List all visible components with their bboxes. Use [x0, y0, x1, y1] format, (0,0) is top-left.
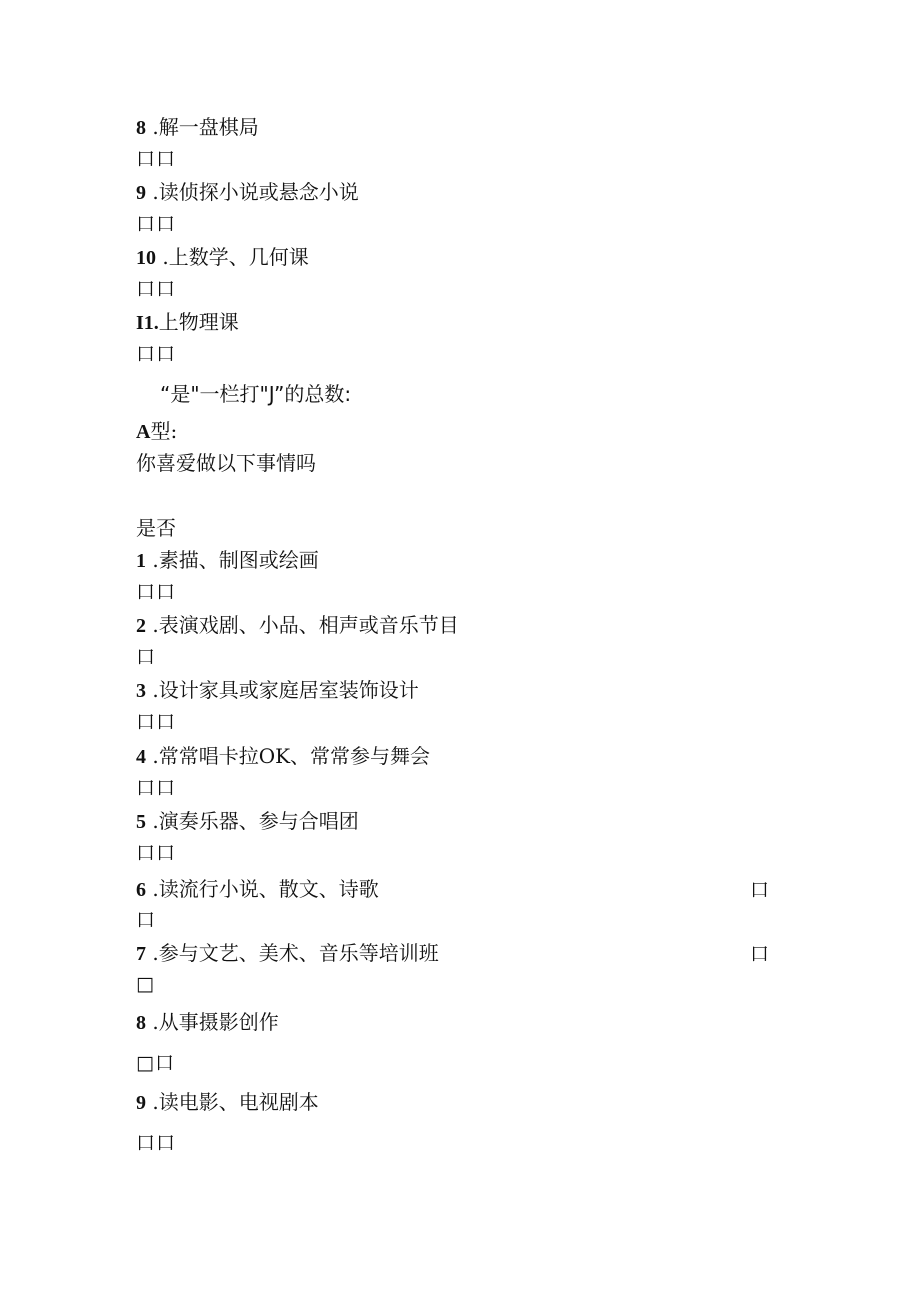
item-separator: . [146, 877, 159, 901]
item-text: 读侦探小说或悬念小说 [158, 180, 359, 204]
item-text: 参与文艺、美术、音乐等培训班 [158, 941, 439, 965]
question-item [136, 115, 259, 140]
item-number: 8 [136, 1012, 146, 1034]
item-text: 上数学、几何课 [168, 245, 309, 269]
item-text: 表演戏剧、小品、相声或音乐节目 [158, 613, 459, 637]
answer-checkboxes[interactable]: 口 [136, 646, 157, 668]
item-separator: . [146, 941, 159, 965]
question-item [136, 613, 459, 638]
answer-checkboxes[interactable]: 口口 [136, 148, 177, 170]
item-text: 读电影、电视剧本 [158, 1090, 319, 1114]
question-item [136, 310, 239, 335]
item-separator: . [146, 613, 159, 637]
item-separator: . [146, 115, 159, 139]
answer-checkboxes[interactable]: 口口 [136, 777, 177, 799]
question-item [136, 245, 309, 270]
question-item [136, 877, 379, 902]
item-number: 8 [136, 117, 146, 139]
item-number: 9 [136, 182, 146, 204]
question-item [136, 809, 359, 834]
type-label [136, 419, 177, 444]
item-number: 7 [136, 943, 146, 965]
item-separator: . [146, 809, 159, 833]
answer-checkboxes[interactable]: 口 [136, 909, 157, 931]
yes-no-header: 是否 [136, 516, 176, 540]
type-suffix: 型: [150, 419, 178, 443]
answer-checkboxes[interactable]: 口口 [136, 711, 177, 733]
item-text: 解一盘棋局 [158, 115, 259, 139]
item-text: 素描、制图或绘画 [158, 548, 319, 572]
question-item [136, 1010, 279, 1035]
item-number: 4 [136, 746, 146, 768]
answer-checkboxes[interactable]: 口口 [136, 343, 177, 365]
question-item [136, 180, 359, 205]
answer-checkboxes[interactable]: 口口 [136, 1132, 177, 1154]
item-number: 5 [136, 811, 146, 833]
item-number: 1 [136, 550, 146, 572]
item-separator: . [156, 245, 169, 269]
question-item [136, 678, 419, 703]
item-text: 上物理课 [158, 310, 239, 334]
item-separator: . [146, 1010, 159, 1034]
total-count-label: “是"一栏打"J”的总数: [160, 382, 352, 406]
answer-checkboxes[interactable]: □口 [136, 1052, 175, 1074]
question-item [136, 548, 319, 573]
item-number: I1. [136, 312, 159, 334]
answer-checkboxes[interactable]: 口口 [136, 842, 177, 864]
item-separator: . [146, 180, 159, 204]
item-separator: . [146, 548, 159, 572]
item-number: 10 [136, 247, 156, 269]
item-number: 3 [136, 680, 146, 702]
answer-checkbox-right[interactable]: 口 [750, 879, 770, 901]
item-separator: . [146, 1090, 159, 1114]
item-text: 读流行小说、散文、诗歌 [158, 877, 379, 901]
type-letter: A [136, 421, 151, 443]
question-item [136, 744, 430, 769]
answer-checkbox-right[interactable]: 口 [750, 943, 770, 965]
answer-checkboxes[interactable]: 口口 [136, 581, 177, 603]
item-text: 常常唱卡拉OK、常常参与舞会 [158, 744, 431, 768]
item-text: 设计家具或家庭居室装饰设计 [158, 678, 419, 702]
item-separator: . [146, 678, 159, 702]
item-text: 从事摄影创作 [158, 1010, 279, 1034]
item-text: 演奏乐器、参与合唱团 [158, 809, 359, 833]
item-number: 2 [136, 615, 146, 637]
answer-checkboxes[interactable]: 口口 [136, 278, 177, 300]
item-number: 6 [136, 879, 146, 901]
item-number: 9 [136, 1092, 146, 1114]
question-item [136, 1090, 319, 1115]
question-item [136, 941, 439, 966]
section-question: 你喜爱做以下事情吗 [136, 451, 316, 475]
item-separator: . [146, 744, 159, 768]
answer-checkboxes[interactable]: 口口 [136, 213, 177, 235]
answer-checkboxes[interactable]: □ [136, 973, 155, 995]
